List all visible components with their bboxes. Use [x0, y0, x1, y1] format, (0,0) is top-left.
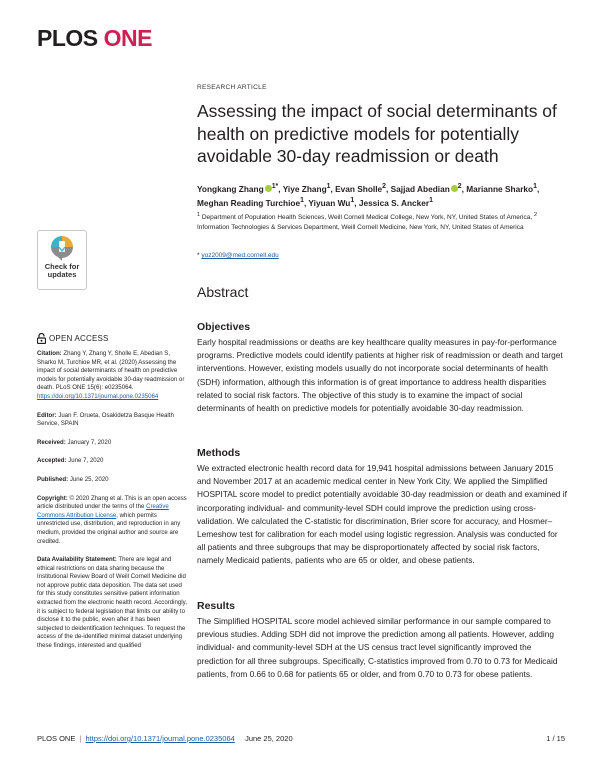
objectives-text: Early hospital readmissions or deaths are key healthcare quality measures in pay-for-performance programs. Predictive models could identify patients at higher risk of readmission or death and target interventions. However, existing models usually do not incorporate social determinants of health (SDH) information, although this information is of great importance to address health disparities related to social risk factors. The objective of this study is to examine the impact of social determinants of health on predictive models for potentially avoidable 30-day readmission.	[197, 337, 563, 414]
author-name: Yiye Zhang	[282, 183, 327, 194]
author-name: Evan Sholle	[335, 183, 383, 194]
author: Yiye Zhang$^1$,	[282, 183, 336, 194]
author: Sajjad Abedian $^2$,	[390, 183, 467, 194]
author-name: Jessica S. Ancker	[358, 198, 430, 209]
crossmark-icon	[49, 234, 75, 262]
editor: Editor: Juan F. Orueta, Osakidetza Basque Health Service, SPAIN	[37, 411, 174, 428]
author: Marianne Sharko$^1$,	[466, 183, 540, 194]
author-affiliation-number: 1	[300, 197, 304, 205]
author: Yongkang Zhang $^{1*}$,	[197, 183, 283, 194]
citation-doi-link[interactable]: https://doi.org/10.1371/journal.pone.0235064	[37, 392, 159, 400]
received-date: Received: January 7, 2020	[37, 438, 112, 446]
methods-heading: Methods	[197, 447, 241, 459]
open-access-label: OPEN ACCESS	[37, 333, 109, 344]
author	[359, 198, 433, 208]
author-affiliation-number: 1	[429, 197, 433, 205]
methods-text: We extracted electronic health record data for 19,941 hospital admissions between January 2015 and November 2017 at an academic medical center in New York City. We applied the Simplified HOSPITAL score model to predict potentially avoidable 30-day readmission or death and examined if incorporating individual- and community-level SDH could improve the prediction using cross-validation. We calculated the C-statistic for discrimination, Brier score for accuracy, and Hosmer–Lemeshow test for calibration for each model using logistic regression. Analysis was conducted for all patients and three subgroups that may be disproportionately affected by social risk factors, namely Medicaid patients, patients who are 65 or older, and obese patients.	[197, 463, 567, 566]
orcid-icon[interactable]	[451, 185, 458, 192]
author-affiliation-number: 2	[382, 183, 386, 190]
objectives-section	[197, 320, 567, 415]
logo-one: ONE	[103, 25, 152, 51]
article-metadata-sidebar	[37, 350, 187, 661]
author-name: Marianne Sharko	[466, 183, 534, 194]
results-text: The Simplified HOSPITAL score model achieved similar performance in our sample compared to previous studies. Adding SDH did not improve the prediction among all patients. However, adding individual- and community-level SDH at the US census tract level significantly improved the prediction for all three subgroups. Specifically, C-statistics improved from 0.70 to 0.73 for Medicaid patients, from 0.66 to 0.68 for patients 65 or older, and from 0.70 to 0.73 for obese patients.	[197, 616, 558, 679]
article-title: Assessing the impact of social determinants of health on predictive models for potentially avoidable 30-day readmission or death	[197, 101, 557, 166]
author: Meghan Reading Turchioe$^1$,	[197, 197, 309, 209]
results-section	[197, 599, 567, 681]
author-affiliation-number: 1	[533, 183, 537, 190]
journal-logo[interactable]	[37, 24, 152, 52]
affiliations: $^1$ Department of Population Health Sciences, Weill Cornell Medical College, New York, NY, United States of America, $^2$ Information Technologies & Services Department, Weill Cornell Medicine, New York, NY, United States of America	[197, 212, 537, 231]
author-affiliation-number: 1*	[271, 183, 279, 190]
footer-journal: PLOS ONE	[37, 734, 76, 743]
check-for-updates-badge[interactable]	[37, 230, 87, 290]
author-affiliation-number: 1	[326, 183, 331, 190]
open-lock-icon	[37, 333, 46, 344]
author-name: Meghan Reading Turchioe	[197, 198, 301, 209]
author: Yiyuan Wu$^1$,	[308, 197, 359, 209]
orcid-icon[interactable]	[265, 185, 272, 192]
objectives-heading: Objectives	[197, 321, 251, 333]
author-affiliation-number: 1	[350, 197, 355, 205]
accepted-date: Accepted: June 7, 2020	[37, 457, 104, 465]
article-type: RESEARCH ARTICLE	[197, 84, 267, 91]
copyright: Copyright: © 2020 Zhang et al. This is an open access article distributed under the terms of the Creative Commons Attribution License, which permits unrestricted use, distribution, and reproduction in any medium, provided the original author and source are credited.	[37, 494, 187, 545]
data-availability: Data Availability Statement: There are legal and ethical restrictions on data sharing because the Institutional Review Board of Weill Cornell Medicine did not approve public data deposition. The data set used for this study constitutes sensitive patient information extracted from the electronic health record. Accordingly, it is subject to federal legislation that limits our ability to disclose it to the public, even after it has been subjected to deidentification techniques. To request the access of the de-identified minimal dataset underlying these findings, interested and qualified	[37, 556, 187, 650]
author-list	[197, 181, 567, 210]
published-date: Published: June 25, 2020	[37, 475, 109, 483]
author-affiliation-number: 2	[457, 183, 462, 190]
logo-plos: PLOS	[37, 25, 98, 51]
check-for-updates-text: Check for updates	[44, 262, 80, 279]
email-link[interactable]: yoz2009@med.cornell.edu	[201, 252, 279, 259]
results-heading: Results	[197, 600, 235, 612]
cc-license-link[interactable]: Creative Commons Attribution License	[37, 503, 169, 519]
footer-doi-link[interactable]: https://doi.org/10.1371/journal.pone.0235064	[85, 734, 235, 743]
author-name: Yiyuan Wu	[308, 198, 351, 209]
corresponding-email: * yoz2009@med.cornell.edu	[197, 252, 279, 259]
page-number: 1 / 15	[546, 734, 565, 743]
footer-date: June 25, 2020	[245, 734, 293, 743]
citation: Citation: Zhang Y, Zhang Y, Sholle E, Abedian S, Sharko M, Turchioe MR, et al. (2020) Assessing the impact of social determinants of health on predictive models for potentially avoidable 30-day readmission or death. PLoS ONE 15(6): e0235064. https://doi.org/10.1371/journal.pone.0235064	[37, 350, 185, 400]
author: Evan Sholle$^2$,	[335, 183, 391, 194]
abstract-heading: Abstract	[197, 284, 249, 300]
author-name: Sajjad Abedian	[390, 183, 450, 194]
author-name: Yongkang Zhang	[197, 183, 264, 194]
methods-section	[197, 446, 567, 568]
